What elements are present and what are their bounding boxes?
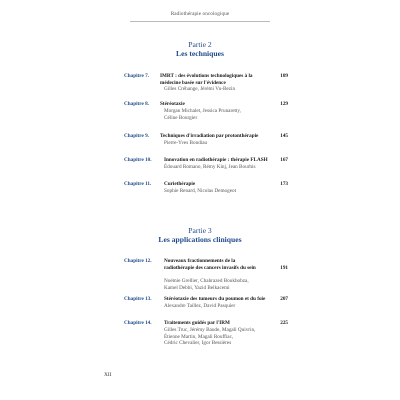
chapter-label: Chapitre 11.	[124, 181, 152, 187]
chapter-authors	[164, 303, 260, 310]
author-line: Édouard Romano, Rémy Kinj, Jean Bourhis	[164, 164, 256, 170]
chapter-label: Chapitre 9.	[124, 133, 149, 139]
part-heading	[0, 226, 400, 244]
author-line: Cédric Chevalier, Igor Bessières	[164, 340, 232, 347]
author-line: Étienne Martin, Magali Rouffiac,	[164, 333, 234, 340]
chapter-label: Chapitre 14.	[124, 320, 152, 326]
chapter-page: 167	[280, 157, 288, 163]
chapter-page: 207	[280, 296, 288, 302]
chapter-label: Chapitre 13.	[124, 296, 152, 302]
chapter-page: 145	[280, 133, 288, 139]
author-line: Céline Bourgier	[164, 114, 198, 121]
chapter-authors	[164, 108, 260, 121]
chapter-title: Nouveaux fractionnements de la radiothérapie des cancers invasifs du sein	[164, 258, 256, 271]
running-head-rule	[130, 21, 270, 22]
chapter-label: Chapitre 10.	[124, 157, 152, 163]
part-title: Les applications cliniques	[158, 235, 242, 244]
chapter-page: 109	[280, 73, 288, 79]
author-line: Pierre-Yves Bondiau	[164, 140, 208, 146]
chapter-title: Traitements guidés par l'IRM	[164, 320, 230, 326]
chapter-page: 225	[280, 320, 288, 326]
chapter-label: Chapitre 7.	[124, 73, 149, 79]
author-line: Noémie Grellier, Chahrazed Boukhobza,	[164, 278, 249, 284]
part-number: Partie 3	[188, 226, 212, 235]
author-line: Sophie Renard, Nicolas Demogeot	[164, 188, 237, 194]
author-line: Kamel Debbi, Yazid Belkacemi	[164, 284, 230, 291]
page-folio: XII	[104, 372, 112, 378]
chapter-page: 173	[280, 181, 288, 187]
chapter-authors	[164, 278, 260, 291]
chapter-title: IMRT : des évolutions technologiques à la médecine basée sur l'évidence	[160, 73, 253, 86]
chapter-authors	[164, 164, 260, 171]
chapter-page: 191	[280, 265, 288, 271]
chapter-authors	[164, 188, 260, 195]
chapter-label: Chapitre 12.	[124, 258, 152, 264]
author-line: Alexandre Taillez, David Pasquier	[164, 303, 236, 309]
running-head: Radiothérapie oncologique	[170, 11, 230, 17]
chapter-page: 129	[280, 101, 288, 107]
part-heading	[0, 40, 400, 58]
chapter-authors	[164, 86, 260, 93]
author-line: Morgan Michalet, Jessica Prunaretty,	[164, 108, 241, 114]
part-number: Partie 2	[188, 40, 212, 49]
chapter-title: Techniques d'irradiation par protonthérapie	[160, 133, 259, 139]
chapter-title: Curiethérapie	[164, 181, 196, 187]
chapter-label: Chapitre 8.	[124, 101, 149, 107]
part-title: Les techniques	[176, 49, 224, 58]
author-line: Gilles Truc, Jérémy Baude, Magali Quivrin,	[164, 327, 256, 333]
chapter-authors	[164, 327, 260, 347]
chapter-title: Stéréotaxie	[160, 101, 185, 107]
chapter-title: Innovation en radiothérapie : thérapie FLASH	[164, 157, 268, 163]
chapter-authors	[164, 140, 260, 147]
chapter-title: Stéréotaxie des tumeurs du poumon et du foie	[164, 296, 266, 302]
author-line: Gilles Créhange, Jérémi Vu-Bezin	[164, 86, 236, 92]
